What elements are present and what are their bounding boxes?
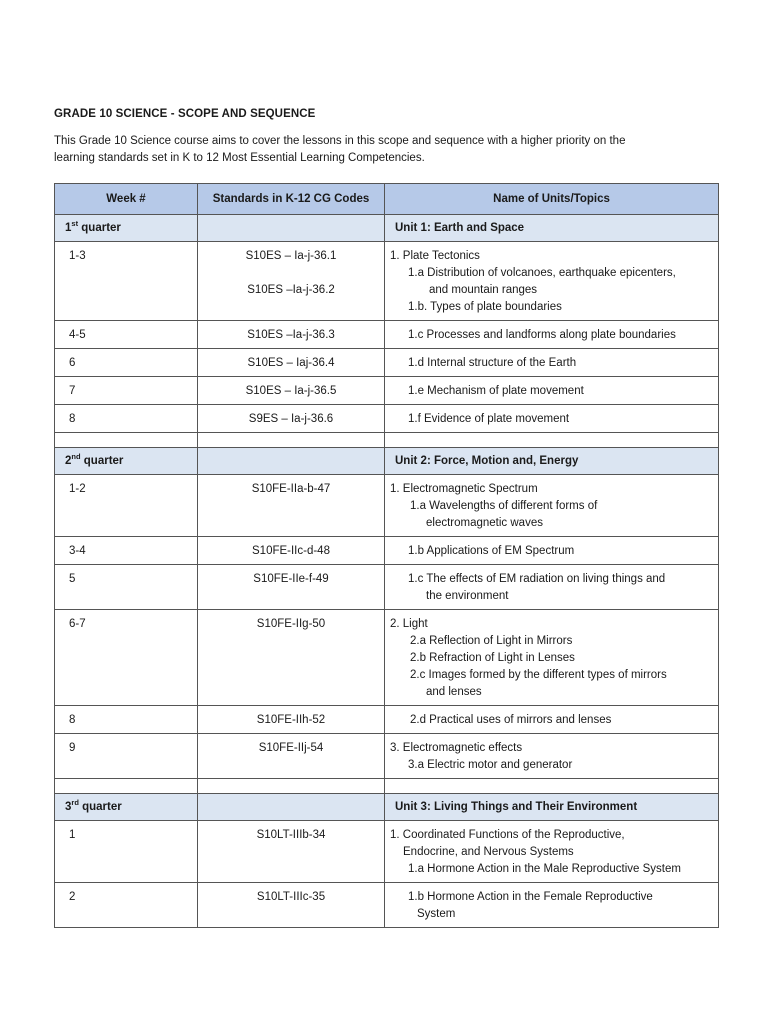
topic-cell: 1.c Processes and landforms along plate boundaries	[385, 321, 719, 349]
table-row	[55, 475, 719, 537]
topic-cell: 3. Electromagnetic effects 3.a Electric motor and generator	[385, 734, 719, 779]
standard-cell: S10FE-IIj-54	[198, 734, 385, 779]
table-row	[55, 565, 719, 610]
topic-cell: 1.e Mechanism of plate movement	[385, 377, 719, 405]
week-cell: 5	[55, 565, 198, 610]
table-row	[55, 706, 719, 734]
intro-line: learning standards set in K to 12 Most Essential Learning Competencies.	[54, 152, 425, 164]
standard-cell: S10ES – Iaj-36.4	[198, 349, 385, 377]
topic-cell: 1.c The effects of EM radiation on living things and the environment	[385, 565, 719, 610]
week-cell: 6	[55, 349, 198, 377]
unit-title: Unit 1: Earth and Space	[385, 215, 719, 242]
week-cell: 7	[55, 377, 198, 405]
week-cell: 4-5	[55, 321, 198, 349]
standard-cell: S10ES – Ia-j-36.5	[198, 377, 385, 405]
week-cell: 8	[55, 706, 198, 734]
standard-cell: S10FE-IIh-52	[198, 706, 385, 734]
document-title: GRADE 10 SCIENCE - SCOPE AND SEQUENCE	[54, 108, 316, 120]
standard-cell: S10ES –Ia-j-36.3	[198, 321, 385, 349]
table-row	[55, 349, 719, 377]
topic-cell: 1.b Applications of EM Spectrum	[385, 537, 719, 565]
topic-cell: 1.f Evidence of plate movement	[385, 405, 719, 433]
header-units: Name of Units/Topics	[385, 184, 719, 215]
table-row	[55, 321, 719, 349]
quarter-label: 1st quarter	[55, 215, 198, 242]
table-row	[55, 610, 719, 706]
week-cell: 3-4	[55, 537, 198, 565]
header-week: Week #	[55, 184, 198, 215]
week-cell: 9	[55, 734, 198, 779]
week-cell: 8	[55, 405, 198, 433]
standard-cell: S9ES – Ia-j-36.6	[198, 405, 385, 433]
table-row	[55, 377, 719, 405]
standard-cell: S10FE-IIg-50	[198, 610, 385, 706]
quarter-empty-cell	[198, 448, 385, 475]
spacer-row	[55, 433, 719, 448]
spacer-row	[55, 779, 719, 794]
unit-title: Unit 3: Living Things and Their Environment	[385, 794, 719, 821]
week-cell: 1-2	[55, 475, 198, 537]
table-row	[55, 242, 719, 321]
standard-cell: S10FE-IIe-f-49	[198, 565, 385, 610]
week-cell: 2	[55, 883, 198, 928]
quarter-label: 3rd quarter	[55, 794, 198, 821]
quarter-row	[55, 794, 719, 821]
intro-paragraph	[54, 133, 724, 167]
topic-cell: 1.b Hormone Action in the Female Reproductive System	[385, 883, 719, 928]
table-header-row	[55, 184, 719, 215]
table-row	[55, 821, 719, 883]
topic-cell: 1.d Internal structure of the Earth	[385, 349, 719, 377]
standard-cell: S10FE-IIc-d-48	[198, 537, 385, 565]
quarter-label: 2nd quarter	[55, 448, 198, 475]
quarter-row	[55, 448, 719, 475]
standard-cell: S10ES – Ia-j-36.1 S10ES –Ia-j-36.2	[198, 242, 385, 321]
topic-cell: 2.d Practical uses of mirrors and lenses	[385, 706, 719, 734]
topic-cell: 1. Electromagnetic Spectrum 1.a Wavelengths of different forms of electromagnetic waves	[385, 475, 719, 537]
table-row	[55, 883, 719, 928]
standard-cell: S10LT-IIIc-35	[198, 883, 385, 928]
quarter-row	[55, 215, 719, 242]
week-cell: 6-7	[55, 610, 198, 706]
quarter-empty-cell	[198, 215, 385, 242]
unit-title: Unit 2: Force, Motion and, Energy	[385, 448, 719, 475]
topic-cell: 1. Coordinated Functions of the Reproductive, Endocrine, and Nervous Systems 1.a Hormone Action in the Male Reproductive System	[385, 821, 719, 883]
table-row	[55, 405, 719, 433]
standard-cell: S10LT-IIIb-34	[198, 821, 385, 883]
table-row	[55, 537, 719, 565]
standard-cell: S10FE-IIa-b-47	[198, 475, 385, 537]
quarter-empty-cell	[198, 794, 385, 821]
table-row	[55, 734, 719, 779]
week-cell: 1	[55, 821, 198, 883]
header-standards: Standards in K-12 CG Codes	[198, 184, 385, 215]
intro-line: This Grade 10 Science course aims to cover the lessons in this scope and sequence with a higher priority on the	[54, 135, 626, 147]
scope-sequence-table	[54, 183, 719, 928]
week-cell: 1-3	[55, 242, 198, 321]
topic-cell: 2. Light 2.a Reflection of Light in Mirrors 2.b Refraction of Light in Lenses 2.c Images formed by the different types of mirrors and lenses	[385, 610, 719, 706]
topic-cell: 1. Plate Tectonics 1.a Distribution of volcanoes, earthquake epicenters, and mountain ranges 1.b. Types of plate boundaries	[385, 242, 719, 321]
